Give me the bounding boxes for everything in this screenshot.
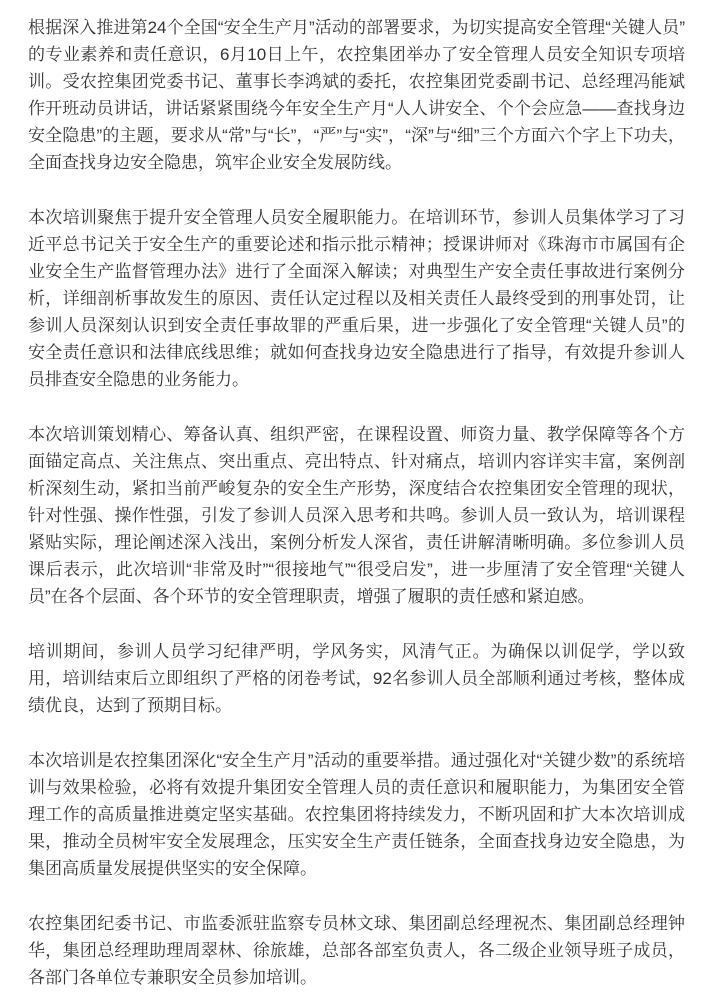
paragraph-training-content: 本次培训聚焦于提升安全管理人员安全履职能力。在培训环节，参训人员集体学习了习近平总书记关于安全生产的重要论述和指示批示精神；授课讲师对《珠海市市属国有企业安全生产监督管理办法》进行了全面深入解读；对典型生产安全责任事故进行案例分析，详细剖析事故发生的原因、责任认定过程以及相关责任人最终受到的刑事处罚，让参训人员深刻认识到安全责任事故罪的严重后果，进一步强化了安全管理“关键人员”的安全责任意识和法律底线思维；就如何查找身边安全隐患进行了指导，有效提升参训人员排查安全隐患的业务能力。 (28, 208, 685, 389)
paragraph-training-quality: 本次培训策划精心、筹备认真、组织严密，在课程设置、师资力量、教学保障等各个方面锚定高点、关注焦点、突出重点、亮出特点、针对痛点，培训内容详实丰富，案例剖析深刻生动，紧扣当前严峻复杂的安全生产形势，深度结合农控集团安全管理的现状，针对性强、操作性强，引发了参训人员深入思考和共鸣。参训人员一致认为，培训课程紧贴实际，理论阐述深入浅出，案例分析发人深省，责任讲解清晰明确。多位参训人员课后表示，此次培训“非常及时”“很接地气”“很受启发”，进一步厘清了安全管理“关键人员”在各个层面、各个环节的安全管理职责，增强了履职的责任感和紧迫感。 (28, 425, 685, 606)
paragraph-intro: 根据深入推进第24个全国“安全生产月”活动的部署要求，为切实提高安全管理“关键人员”的专业素养和责任意识，6月10日上午，农控集团举办了安全管理人员安全知识专项培训。受农控集团党委书记、董事长李鸿斌的委托，农控集团党委副书记、总经理冯能斌作开班动员讲话，讲话紧紧围绕今年安全生产月“人人讲安全、个个会应急——查找身边安全隐患”的主题，要求从“常”与“长”，“严”与“实”，“深”与“细”三个方面六个字上下功夫，全面查找身边安全隐患，筑牢企业安全发展防线。 (28, 18, 685, 172)
paragraph-attendees: 农控集团纪委书记、市监委派驻监察专员林文球、集团副总经理祝杰、集团副总经理钟华，集团总经理助理周翠林、徐旅雄，总部各部室负责人，各二级企业领导班子成员，各部门各单位专兼职安全员参加培训。 (28, 914, 685, 987)
paragraph-exam-results: 培训期间，参训人员学习纪律严明，学风务实，风清气正。为确保以训促学，学以致用，培训结束后立即组织了严格的闭卷考试，92名参训人员全部顺利通过考核，整体成绩优良，达到了预期目标。 (28, 642, 685, 715)
paragraph-significance: 本次培训是农控集团深化“安全生产月”活动的重要举措。通过强化对“关键少数”的系统培训与效果检验，必将有效提升集团安全管理人员的责任意识和履职能力，为集团安全管理工作的高质量推进奠定坚实基础。农控集团将持续发力，不断巩固和扩大本次培训成果，推动全员树牢安全发展理念，压实安全生产责任链条，全面查找身边安全隐患，为集团高质量发展提供坚实的安全保障。 (28, 751, 685, 878)
